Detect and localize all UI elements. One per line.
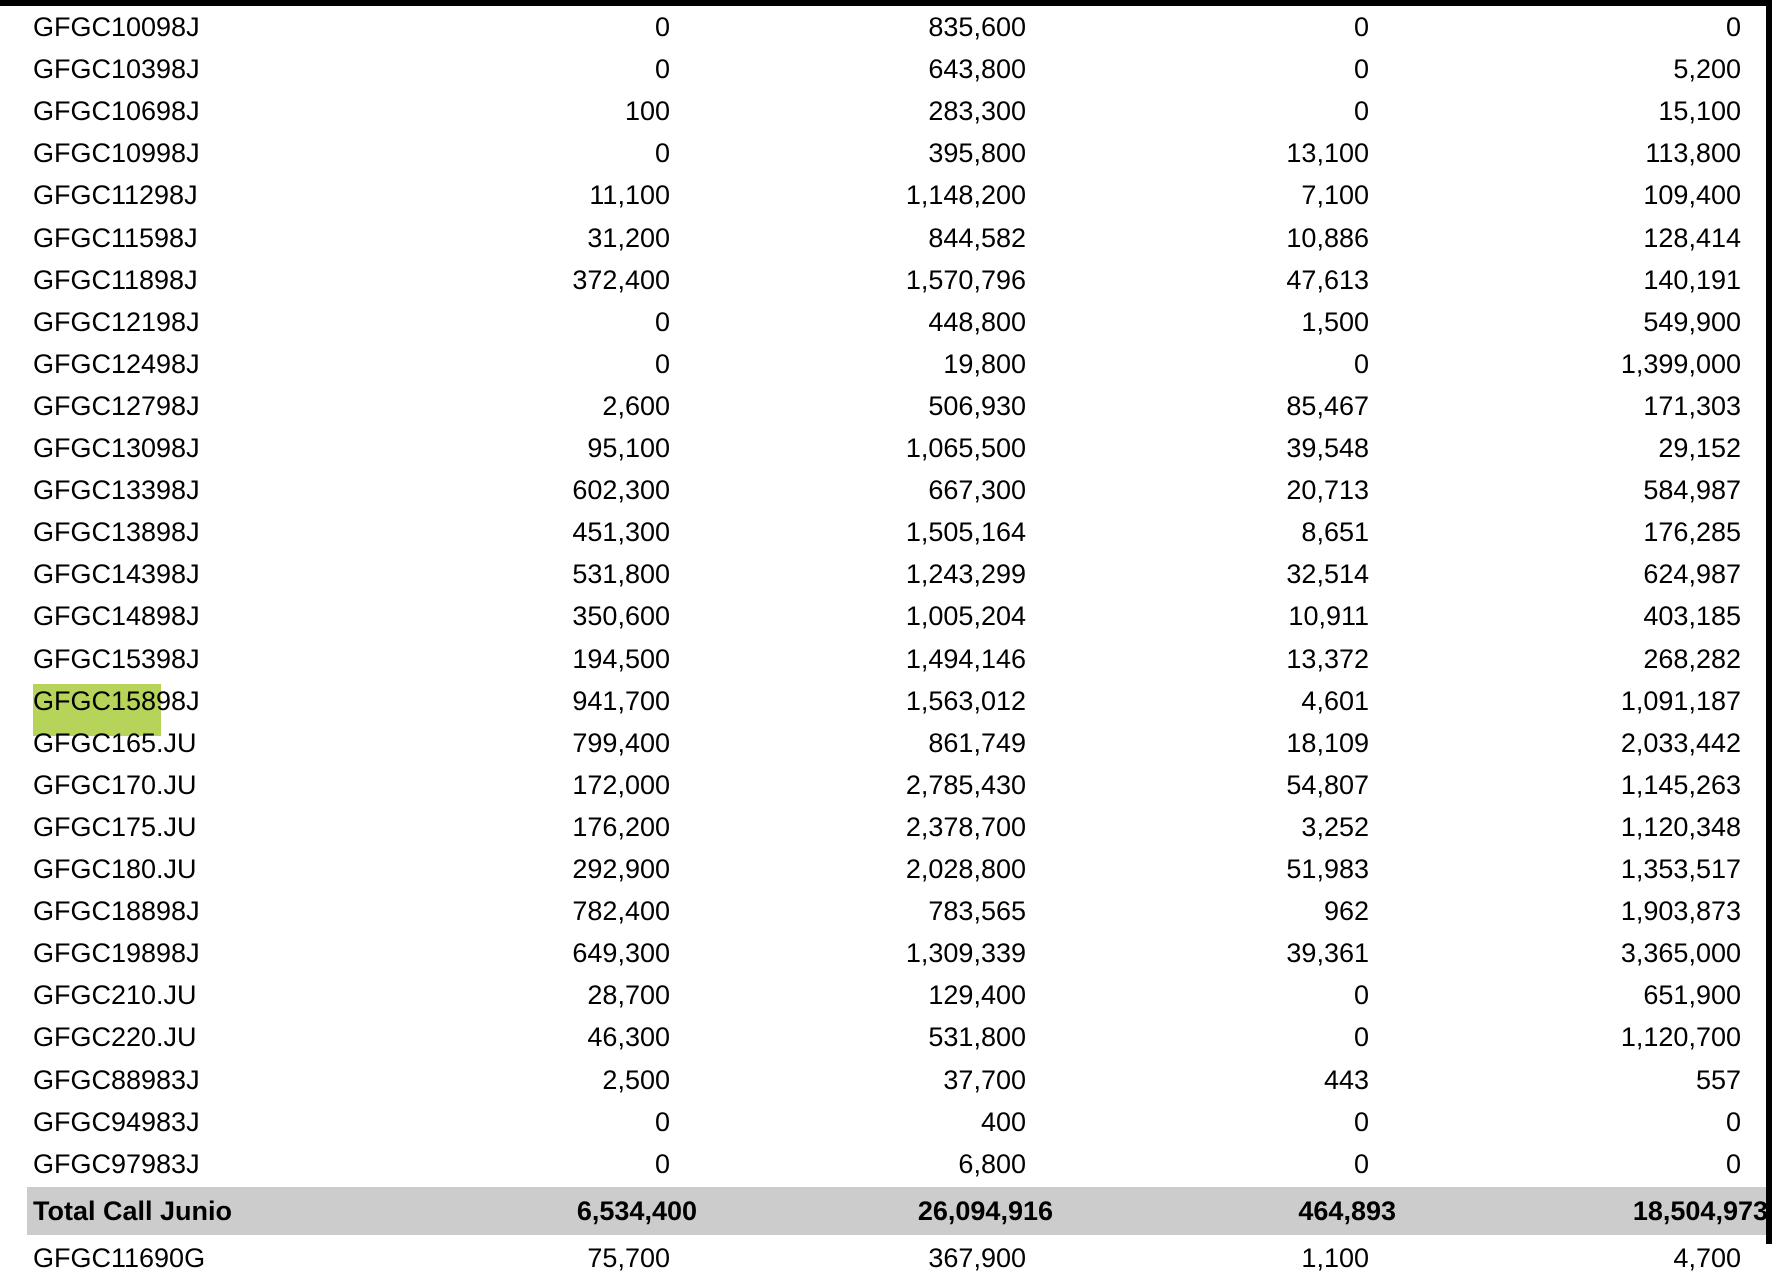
table-row xyxy=(0,1101,1766,1143)
cell-col2: 1,563,012 xyxy=(905,685,1026,716)
cell-col2: 667,300 xyxy=(928,475,1026,506)
cell-col3: 85,467 xyxy=(1286,390,1369,421)
cell-ticker: GFGC18898J xyxy=(33,896,200,927)
cell-col1: 100 xyxy=(624,96,670,127)
partial-col1: 75,700 xyxy=(587,1243,670,1273)
cell-col4: 0 xyxy=(1725,12,1741,42)
cell-ticker: GFGC97983J xyxy=(33,1148,200,1179)
table-row xyxy=(0,764,1766,806)
cell-ticker: GFGC11898J xyxy=(33,264,198,295)
table-row xyxy=(0,848,1766,890)
cell-col2: 1,148,200 xyxy=(905,180,1026,211)
table-row xyxy=(0,595,1766,637)
cell-col3: 0 xyxy=(1353,1106,1369,1137)
cell-col3: 47,613 xyxy=(1286,264,1369,295)
cell-ticker: GFGC13098J xyxy=(33,433,200,463)
cell-col2: 1,243,299 xyxy=(905,559,1026,590)
cell-col4: 1,399,000 xyxy=(1620,348,1741,379)
cell-col3: 13,100 xyxy=(1286,138,1369,169)
cell-col1: 350,600 xyxy=(572,601,670,632)
cell-col3: 4,601 xyxy=(1301,685,1369,716)
cell-col4: 171,303 xyxy=(1643,390,1741,421)
table-row xyxy=(0,469,1766,511)
cell-col3: 20,713 xyxy=(1286,475,1369,506)
table-row xyxy=(0,511,1766,553)
cell-col2: 395,800 xyxy=(928,138,1026,169)
cell-ticker: GFGC10698J xyxy=(33,96,200,127)
partial-row xyxy=(0,1237,1766,1279)
cell-col4: 29,152 xyxy=(1658,433,1741,463)
cell-ticker: GFGC220.JU xyxy=(33,1022,197,1053)
cell-col4: 0 xyxy=(1725,1106,1741,1137)
cell-col2: 1,309,339 xyxy=(905,938,1026,969)
cell-col3: 443 xyxy=(1323,1064,1369,1095)
cell-col2: 1,005,204 xyxy=(905,601,1026,632)
cell-col4: 1,145,263 xyxy=(1620,769,1741,800)
cell-col1: 799,400 xyxy=(572,727,670,758)
cell-col1: 28,700 xyxy=(587,980,670,1011)
cell-col2: 2,378,700 xyxy=(905,811,1026,842)
cell-ticker: GFGC15898J xyxy=(33,685,200,716)
cell-col3: 54,807 xyxy=(1286,769,1369,800)
cell-col4: 128,414 xyxy=(1643,222,1741,253)
cell-ticker: GFGC12798J xyxy=(33,390,200,421)
cell-col2: 506,930 xyxy=(928,390,1026,421)
cell-col3: 0 xyxy=(1353,12,1369,42)
cell-ticker: GFGC170.JU xyxy=(33,769,197,800)
cell-col4: 268,282 xyxy=(1643,643,1741,674)
cell-col1: 46,300 xyxy=(587,1022,670,1053)
cell-col2: 37,700 xyxy=(943,1064,1026,1095)
total-col3: 464,893 xyxy=(1298,1196,1396,1226)
cell-col4: 109,400 xyxy=(1643,180,1741,211)
table-row xyxy=(0,343,1766,385)
cell-col4: 5,200 xyxy=(1673,54,1741,85)
right-border xyxy=(1766,0,1772,1244)
cell-col3: 962 xyxy=(1323,896,1369,927)
cell-col1: 0 xyxy=(654,138,670,169)
cell-col1: 602,300 xyxy=(572,475,670,506)
table-row xyxy=(0,890,1766,932)
cell-col2: 283,300 xyxy=(928,96,1026,127)
cell-col3: 32,514 xyxy=(1286,559,1369,590)
cell-ticker: GFGC13398J xyxy=(33,475,200,506)
cell-col1: 176,200 xyxy=(572,811,670,842)
cell-col2: 861,749 xyxy=(928,727,1026,758)
cell-col2: 2,785,430 xyxy=(905,769,1026,800)
cell-col1: 292,900 xyxy=(572,854,670,884)
cell-col3: 10,886 xyxy=(1286,222,1369,253)
cell-col4: 113,800 xyxy=(1645,138,1741,169)
table-row xyxy=(0,48,1766,90)
total-label: Total Call Junio xyxy=(33,1196,233,1226)
table-row xyxy=(0,6,1766,48)
cell-ticker: GFGC12498J xyxy=(33,348,200,379)
cell-col2: 1,494,146 xyxy=(905,643,1026,674)
table-row xyxy=(0,638,1766,680)
cell-col3: 39,548 xyxy=(1286,433,1369,463)
table-row xyxy=(0,1016,1766,1058)
cell-col1: 649,300 xyxy=(572,938,670,969)
cell-col4: 176,285 xyxy=(1643,517,1741,548)
cell-col3: 0 xyxy=(1353,96,1369,127)
cell-col4: 584,987 xyxy=(1643,475,1741,506)
cell-col2: 643,800 xyxy=(928,54,1026,85)
cell-col1: 0 xyxy=(654,1106,670,1137)
partial-ticker: GFGC11690G xyxy=(33,1243,206,1273)
cell-col1: 451,300 xyxy=(572,517,670,548)
cell-col4: 140,191 xyxy=(1643,264,1741,295)
table-row xyxy=(0,174,1766,216)
table-row xyxy=(0,132,1766,174)
cell-col4: 1,353,517 xyxy=(1620,854,1741,884)
table-row xyxy=(0,301,1766,343)
cell-col1: 31,200 xyxy=(587,222,670,253)
cell-col1: 0 xyxy=(654,12,670,42)
total-col1: 6,534,400 xyxy=(576,1196,697,1226)
cell-col2: 844,582 xyxy=(928,222,1026,253)
cell-ticker: GFGC165.JU xyxy=(33,727,197,758)
cell-ticker: GFGC175.JU xyxy=(33,811,197,842)
cell-col2: 835,600 xyxy=(928,12,1026,42)
cell-col3: 0 xyxy=(1353,54,1369,85)
cell-col1: 2,500 xyxy=(602,1064,670,1095)
cell-ticker: GFGC10098J xyxy=(33,12,200,42)
cell-col3: 0 xyxy=(1353,980,1369,1011)
cell-ticker: GFGC180.JU xyxy=(33,854,197,884)
cell-ticker: GFGC10398J xyxy=(33,54,200,85)
cell-col4: 15,100 xyxy=(1658,96,1741,127)
cell-col1: 2,600 xyxy=(602,390,670,421)
cell-col3: 3,252 xyxy=(1301,811,1369,842)
cell-col1: 0 xyxy=(654,306,670,337)
total-row xyxy=(27,1187,1766,1235)
cell-ticker: GFGC11598J xyxy=(33,222,198,253)
table-row xyxy=(0,385,1766,427)
cell-col2: 6,800 xyxy=(958,1148,1026,1179)
partial-col4: 4,700 xyxy=(1673,1243,1741,1273)
table-row xyxy=(0,806,1766,848)
cell-col1: 0 xyxy=(654,1148,670,1179)
total-col2: 26,094,916 xyxy=(917,1196,1053,1226)
cell-col4: 0 xyxy=(1725,1148,1741,1179)
cell-col2: 400 xyxy=(980,1106,1026,1137)
cell-col2: 19,800 xyxy=(943,348,1026,379)
cell-col4: 1,120,348 xyxy=(1620,811,1741,842)
cell-ticker: GFGC14398J xyxy=(33,559,200,590)
table-row xyxy=(0,553,1766,595)
cell-col2: 129,400 xyxy=(928,980,1026,1011)
cell-col1: 0 xyxy=(654,348,670,379)
cell-col4: 1,903,873 xyxy=(1620,896,1741,927)
cell-col3: 7,100 xyxy=(1301,180,1369,211)
cell-col3: 0 xyxy=(1353,1148,1369,1179)
cell-ticker: GFGC94983J xyxy=(33,1106,200,1137)
cell-col4: 549,900 xyxy=(1643,306,1741,337)
cell-ticker: GFGC12198J xyxy=(33,306,200,337)
cell-col4: 1,091,187 xyxy=(1620,685,1741,716)
table-row xyxy=(0,932,1766,974)
table-row xyxy=(0,259,1766,301)
cell-col3: 8,651 xyxy=(1301,517,1369,548)
cell-col3: 0 xyxy=(1353,348,1369,379)
table-row xyxy=(0,1143,1766,1185)
cell-col1: 372,400 xyxy=(572,264,670,295)
cell-col1: 531,800 xyxy=(572,559,670,590)
total-col4: 18,504,973 xyxy=(1632,1196,1768,1226)
table-row xyxy=(0,1059,1766,1101)
cell-col3: 39,361 xyxy=(1286,938,1369,969)
cell-col2: 531,800 xyxy=(928,1022,1026,1053)
table-row xyxy=(0,217,1766,259)
cell-col2: 2,028,800 xyxy=(905,854,1026,884)
cell-col1: 0 xyxy=(654,54,670,85)
cell-col3: 51,983 xyxy=(1286,854,1369,884)
cell-col1: 95,100 xyxy=(587,433,670,463)
cell-col3: 18,109 xyxy=(1286,727,1369,758)
cell-col1: 941,700 xyxy=(572,685,670,716)
cell-col1: 782,400 xyxy=(572,896,670,927)
cell-col1: 194,500 xyxy=(572,643,670,674)
table-row xyxy=(0,427,1766,469)
cell-ticker: GFGC10998J xyxy=(33,138,200,169)
table-row xyxy=(0,680,1766,722)
cell-col4: 403,185 xyxy=(1643,601,1741,632)
cell-ticker: GFGC13898J xyxy=(33,517,200,548)
table-row xyxy=(0,974,1766,1016)
table-row xyxy=(0,722,1766,764)
partial-col2: 367,900 xyxy=(928,1243,1026,1273)
cell-col1: 172,000 xyxy=(572,769,670,800)
cell-col2: 1,505,164 xyxy=(905,517,1026,548)
cell-col2: 783,565 xyxy=(928,896,1026,927)
cell-ticker: GFGC88983J xyxy=(33,1064,200,1095)
cell-col4: 651,900 xyxy=(1643,980,1741,1011)
cell-col4: 1,120,700 xyxy=(1620,1022,1741,1053)
cell-col2: 448,800 xyxy=(928,306,1026,337)
cell-ticker: GFGC210.JU xyxy=(33,980,197,1011)
cell-col3: 13,372 xyxy=(1286,643,1369,674)
cell-col4: 2,033,442 xyxy=(1620,727,1741,758)
cell-ticker: GFGC11298J xyxy=(33,180,198,211)
cell-col3: 10,911 xyxy=(1288,601,1369,632)
cell-col3: 0 xyxy=(1353,1022,1369,1053)
cell-col1: 11,100 xyxy=(589,180,670,211)
partial-col3: 1,100 xyxy=(1301,1243,1369,1273)
cell-ticker: GFGC19898J xyxy=(33,938,200,969)
table-row xyxy=(0,90,1766,132)
cell-col2: 1,570,796 xyxy=(905,264,1026,295)
cell-ticker: GFGC14898J xyxy=(33,601,200,632)
cell-col4: 3,365,000 xyxy=(1620,938,1741,969)
cell-ticker: GFGC15398J xyxy=(33,643,200,674)
cell-col2: 1,065,500 xyxy=(905,433,1026,463)
cell-col4: 557 xyxy=(1695,1064,1741,1095)
cell-col3: 1,500 xyxy=(1301,306,1369,337)
cell-col4: 624,987 xyxy=(1643,559,1741,590)
